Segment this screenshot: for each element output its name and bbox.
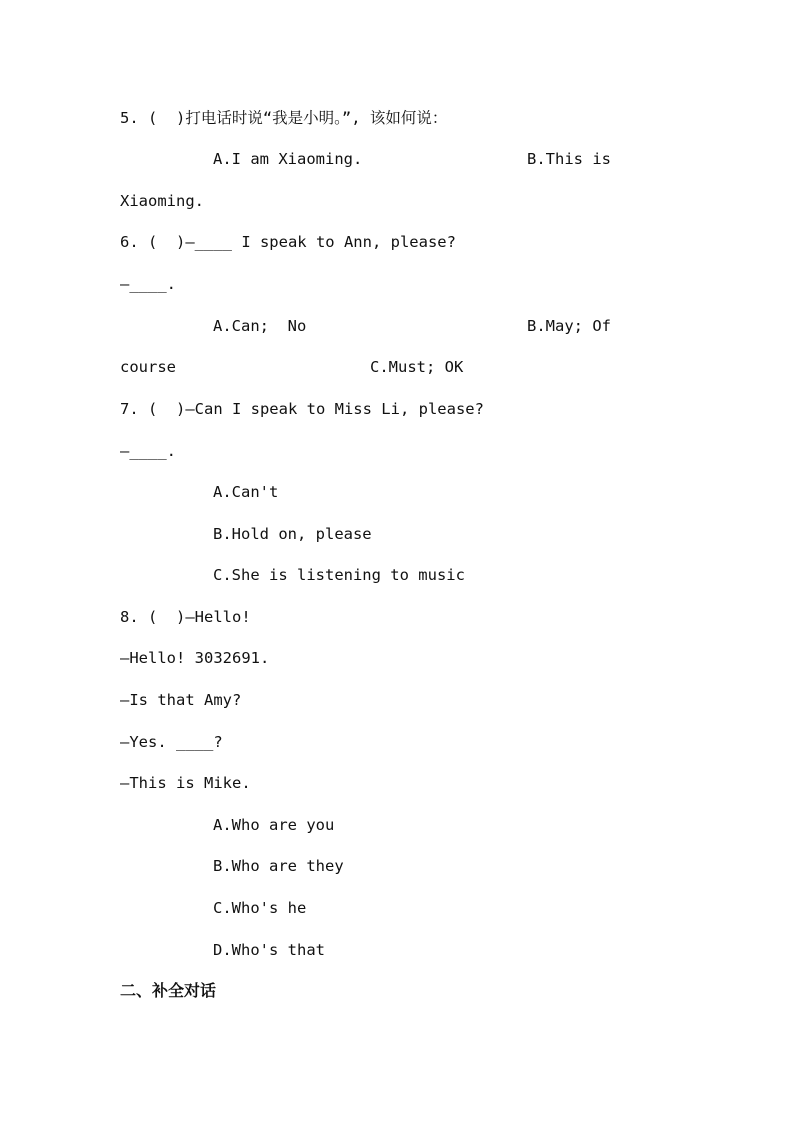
q8-option-b: B.Who are they — [213, 857, 344, 875]
q8-stem: 8. ( )—Hello! — [120, 608, 251, 626]
q6-option-b: B.May; Of — [527, 317, 611, 335]
q8-option-a: A.Who are you — [213, 816, 335, 834]
q7-reply: —____. — [120, 442, 176, 460]
q6-option-a: A.Can; No — [213, 317, 307, 335]
q8-dialogue-line-5: —This is Mike. — [120, 774, 251, 792]
q6-stem: 6. ( )—____ I speak to Ann, please? — [120, 233, 456, 251]
q7-stem: 7. ( )—Can I speak to Miss Li, please? — [120, 400, 484, 418]
q6-option-c: C.Must; OK — [370, 358, 464, 376]
q6-reply: —____. — [120, 275, 176, 293]
q7-option-c: C.She is listening to music — [213, 566, 465, 584]
q7-option-b: B.Hold on, please — [213, 525, 372, 543]
q5-option-b: B.This is — [527, 150, 611, 168]
q5-option-a: A.I am Xiaoming. — [213, 150, 363, 168]
q6-option-b-continued: course — [120, 358, 176, 376]
q8-option-d: D.Who's that — [213, 941, 325, 959]
q5-stem: 5. ( )打电话时说“我是小明。”, 该如何说： — [120, 109, 448, 127]
q8-option-c: C.Who's he — [213, 899, 307, 917]
q8-dialogue-line-2: —Hello! 3032691. — [120, 649, 270, 667]
q8-dialogue-line-4: —Yes. ____? — [120, 733, 223, 751]
q8-dialogue-line-3: —Is that Amy? — [120, 691, 242, 709]
q7-option-a: A.Can't — [213, 483, 279, 501]
q5-option-b-continued: Xiaoming. — [120, 192, 204, 210]
section-2-title: 二、补全对话 — [120, 981, 217, 1000]
